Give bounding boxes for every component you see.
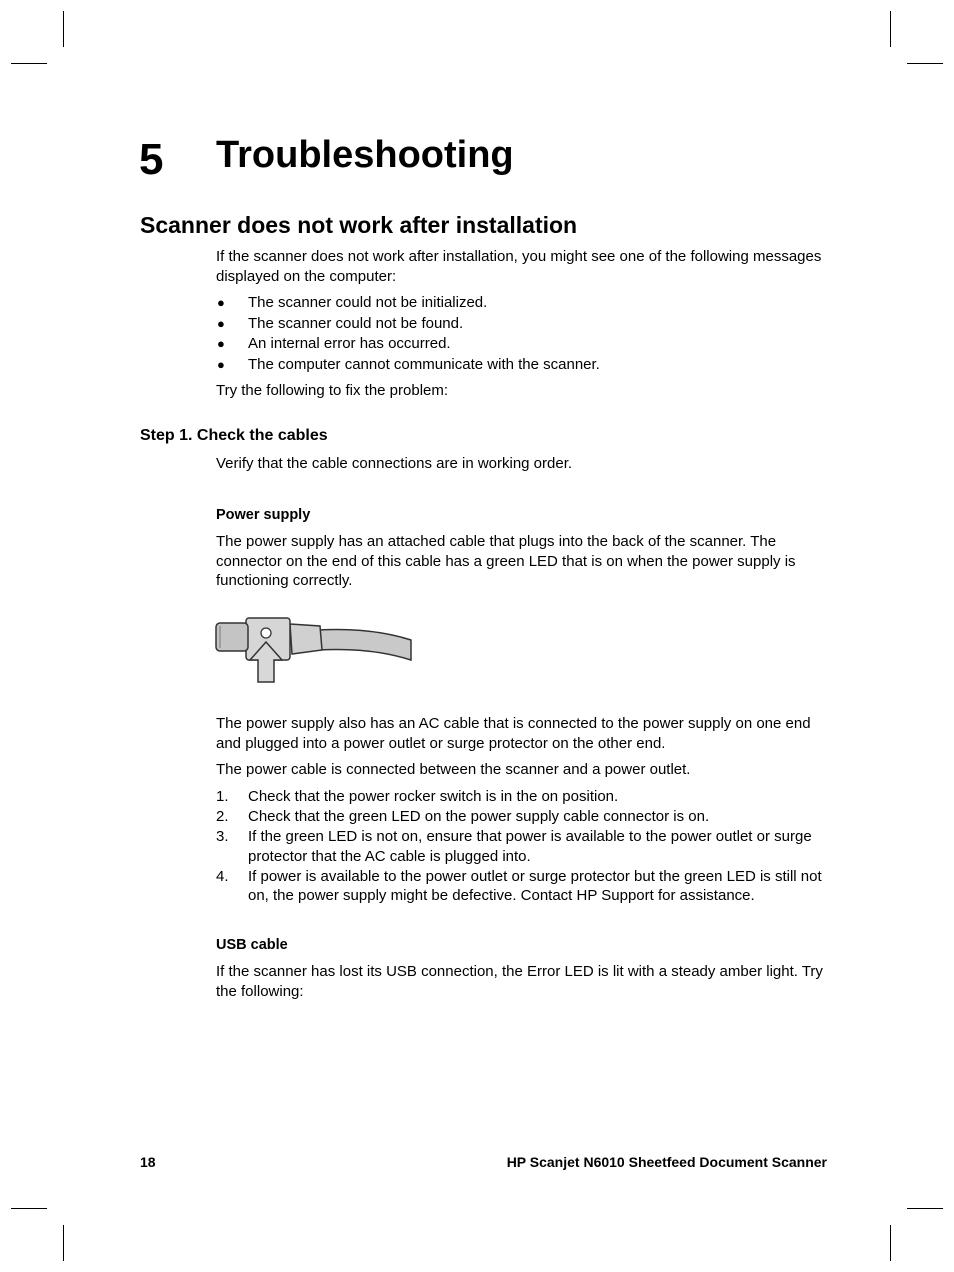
crop-mark (907, 63, 943, 64)
list-item: 1. Check that the power rocker switch is in the on position. (216, 788, 619, 805)
crop-mark (890, 11, 891, 47)
page-number: 18 (140, 1154, 156, 1170)
error-messages-list (216, 293, 836, 376)
power-supply-heading: Power supply (216, 507, 311, 523)
led-icon (261, 628, 271, 638)
bullet-icon: ● (217, 336, 225, 352)
crop-mark (63, 11, 64, 47)
crop-mark (63, 1225, 64, 1261)
list-item: ● The computer cannot communicate with the scanner. (217, 356, 600, 374)
bullet-icon: ● (217, 295, 225, 310)
power-cable-paragraph: The power cable is connected between the scanner and a power outlet. (216, 761, 691, 778)
plug-tip-shape (216, 623, 248, 651)
step-text: Verify that the cable connections are in working order. (216, 455, 573, 472)
chapter-title: Troubleshooting (216, 134, 514, 176)
section-intro: If the scanner does not work after installation, you might see one of the following messages displayed on the computer: (216, 248, 822, 285)
list-item: ● The scanner could not be initialized. (217, 294, 488, 311)
list-item: ● An internal error has occurred. (217, 335, 451, 353)
power-check-steps (216, 787, 836, 906)
bullet-icon: ● (217, 315, 225, 331)
usb-cable-heading: USB cable (216, 937, 288, 953)
try-text: Try the following to fix the problem: (216, 382, 449, 399)
ac-cable-paragraph: The power supply also has an AC cable that is connected to the power supply on one end and plugged into a power outlet or surge protector on the other end. (216, 715, 811, 752)
list-item: 3. If the green LED is not on, ensure that power is available to the power outlet or surge protector that the AC cable is plugged into. (216, 828, 812, 865)
section-heading: Scanner does not work after installation (140, 212, 578, 238)
step-heading: Step 1. Check the cables (140, 427, 328, 444)
crop-mark (11, 63, 47, 64)
list-item: 4. If power is available to the power outlet or surge protector but the green LED is still not on, the power supply might be defective. Contact HP Support for assistance. (216, 867, 822, 904)
crop-mark (890, 1225, 891, 1261)
cable-shape (318, 629, 411, 660)
crop-mark (11, 1208, 47, 1209)
power-connector-illustration (214, 614, 414, 684)
footer-product-name: HP Scanjet N6010 Sheetfeed Document Scanner (506, 1154, 827, 1170)
power-supply-paragraph: The power supply has an attached cable that plugs into the back of the scanner. The connector on the end of this cable has a green LED that is on when the power supply is functioning correctly. (216, 533, 796, 589)
list-item: ● The scanner could not be found. (217, 314, 464, 332)
list-item: 2. Check that the green LED on the power supply cable connector is on. (216, 808, 710, 825)
usb-cable-paragraph: If the scanner has lost its USB connection, the Error LED is lit with a steady amber light. Try the following: (216, 963, 823, 1000)
bullet-icon: ● (217, 357, 225, 373)
chapter-number: 5 (139, 135, 164, 184)
strain-relief-shape (290, 624, 322, 654)
crop-mark (907, 1208, 943, 1209)
